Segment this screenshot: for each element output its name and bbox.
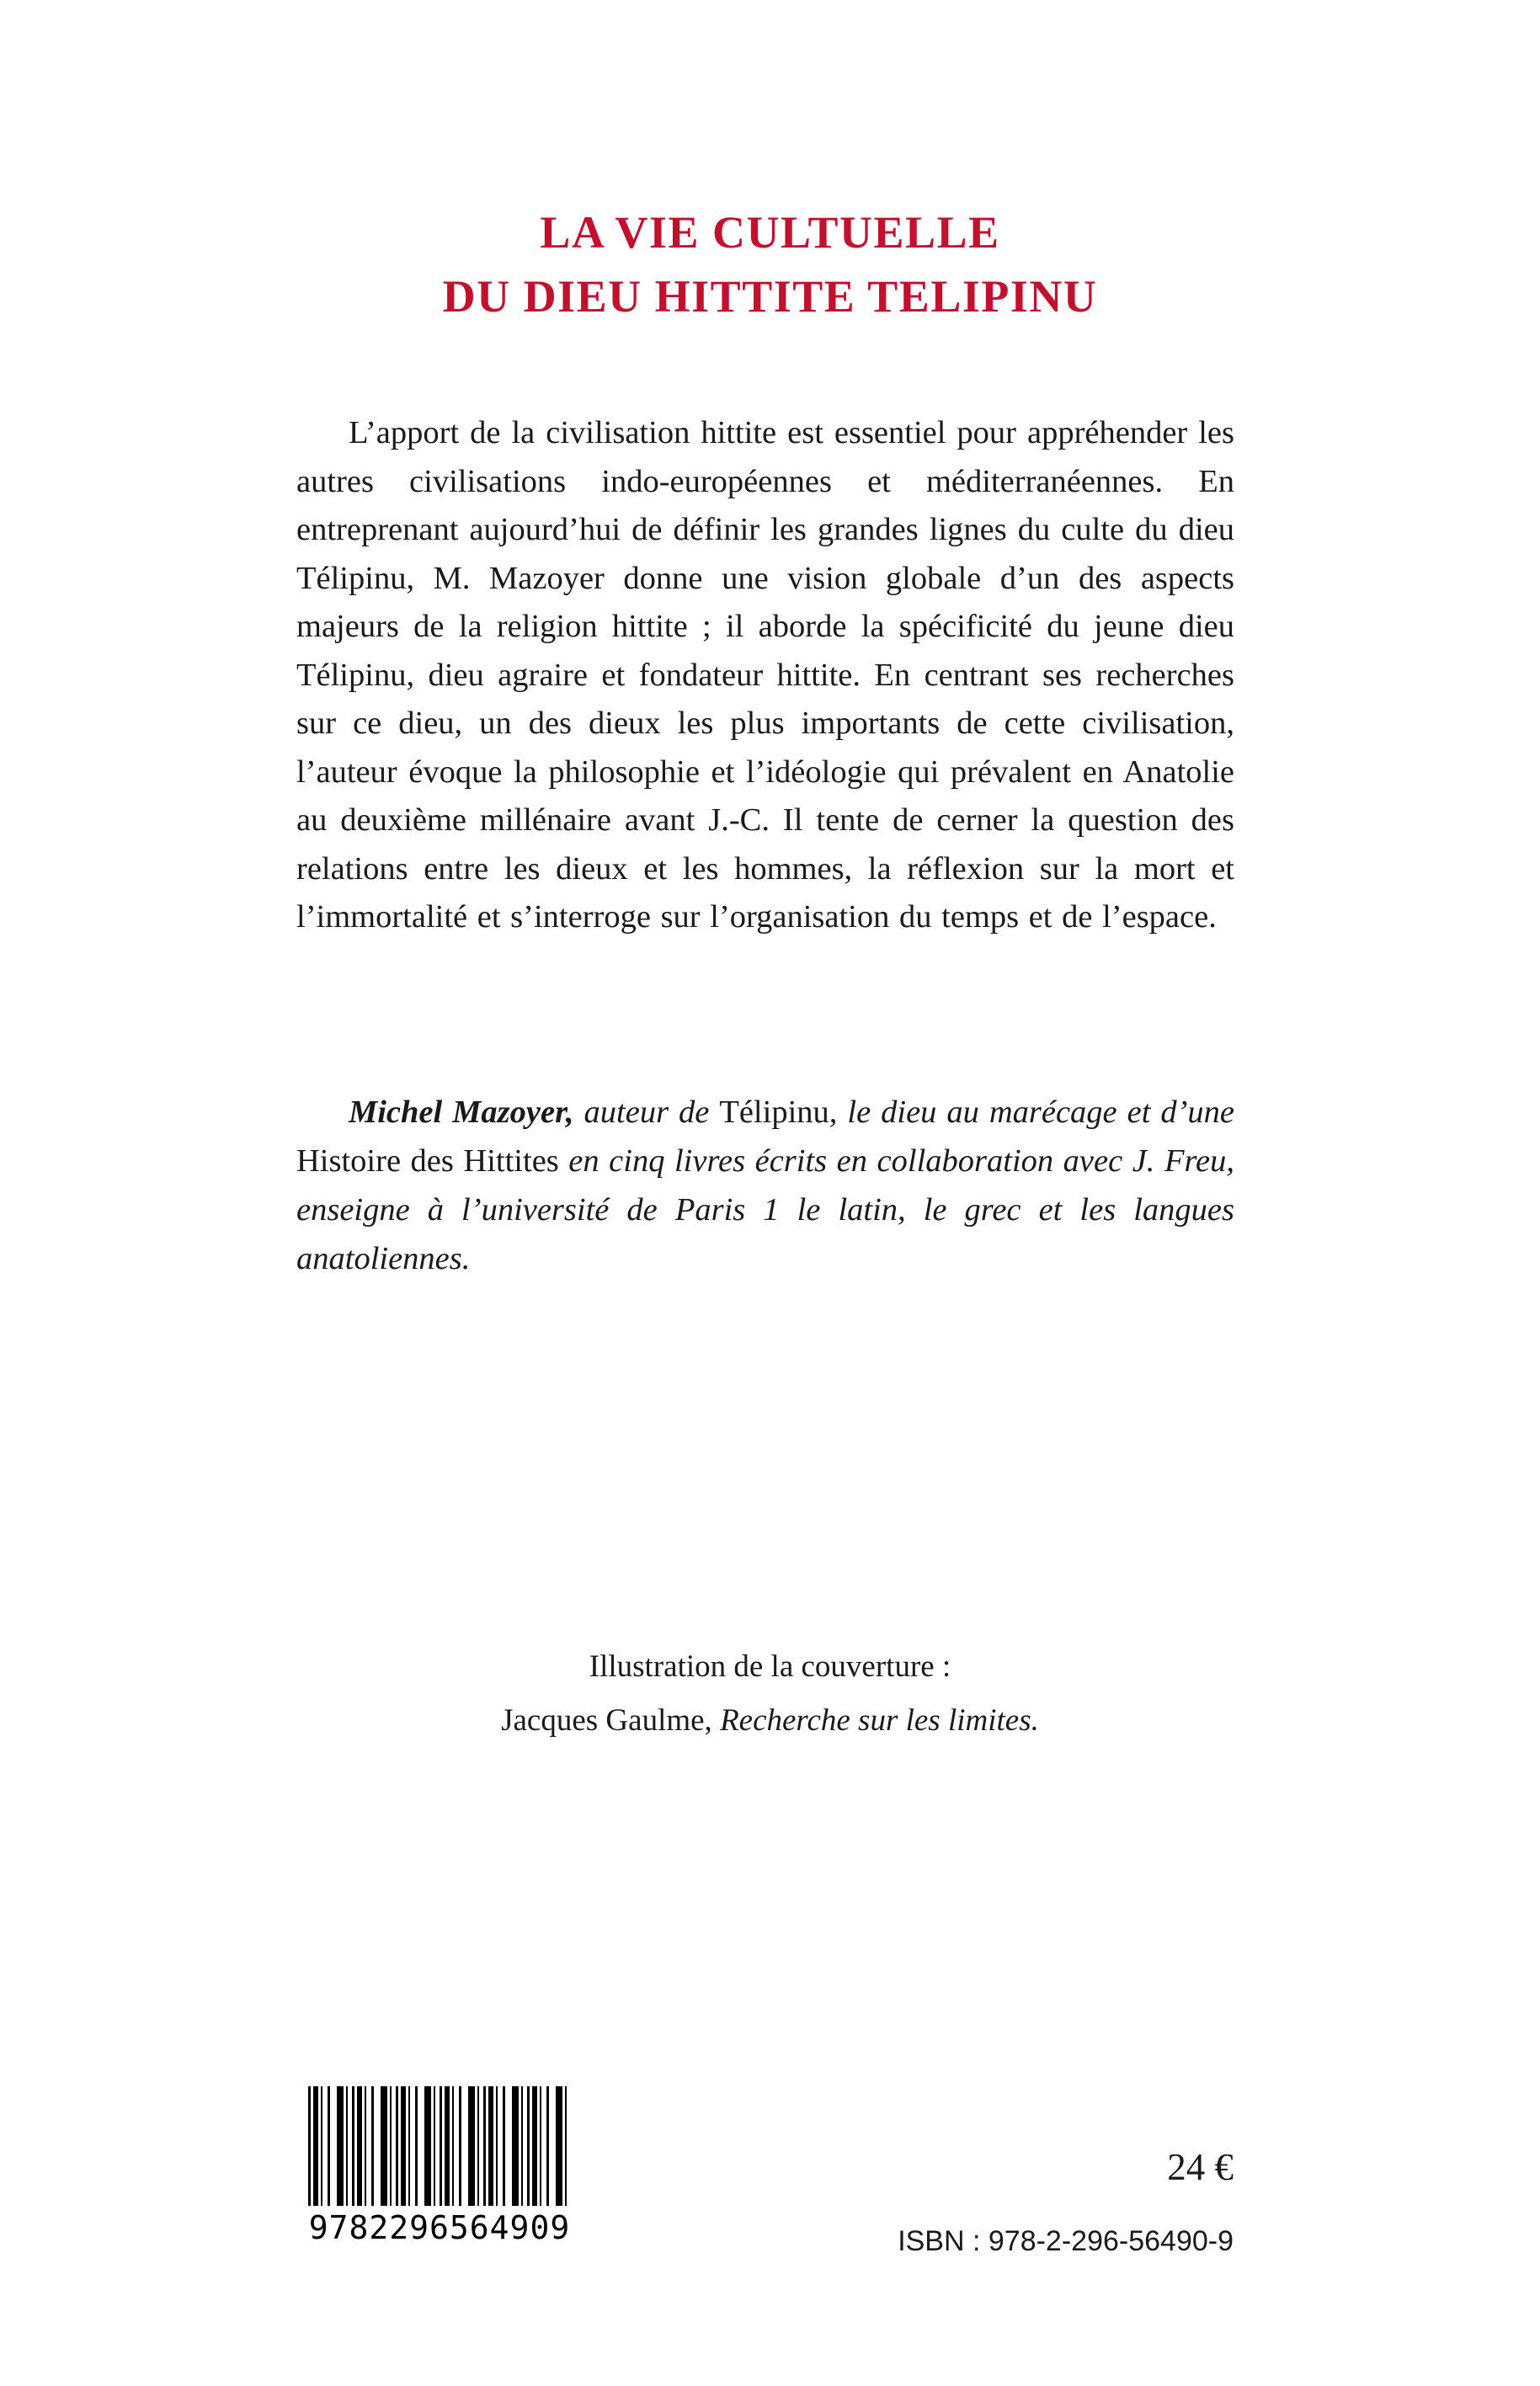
cover-credit-label: Illustration de la couverture :	[589, 1649, 951, 1684]
book-reference-histoire: Histoire des Hittites	[296, 1143, 559, 1179]
cover-credit-work-title: Recherche sur les limites.	[720, 1703, 1039, 1738]
barcode-number: 9782296564909	[308, 2209, 571, 2246]
book-title	[0, 200, 1540, 328]
author-note-text-1: auteur de	[583, 1094, 720, 1130]
barcode-bars	[308, 2086, 571, 2206]
book-title-line-2: DU DIEU HITTITE TELIPINU	[442, 271, 1098, 322]
barcode	[308, 2086, 571, 2246]
cover-credit	[0, 1640, 1540, 1748]
author-note-text-3: et d’une	[1127, 1094, 1235, 1130]
price: 24 €	[1167, 2146, 1234, 2188]
synopsis-paragraph: L’apport de la civilisation hittite est essentiel pour appréhender les autres civilisations indo-européennes et méditerranéennes. En entreprenant aujourd’hui de définir les grandes lignes du culte du dieu Télipinu, M. Mazoyer donne une vision globale d’un des aspects majeurs de la religion hittite ; il aborde la spécificité du jeune dieu Télipinu, dieu agraire et fondateur hittite. En centrant ses recherches sur ce dieu, un des dieux les plus importants de cette civilisation, l’auteur évoque la philosophie et l’idéologie qui prévalent en Anatolie au deuxième millénaire avant J.-C. Il tente de cerner la question des relations entre les dieux et les hommes, la réflexion sur la mort et l’immortalité et s’interroge sur l’organisation du temps et de l’espace.	[296, 415, 1234, 935]
author-note-text-2: , le dieu au marécage	[829, 1094, 1127, 1130]
author-name: Michel Mazoyer,	[349, 1094, 584, 1130]
book-reference-telipinu: Télipinu	[719, 1094, 829, 1130]
cover-credit-artist: Jacques Gaulme,	[501, 1703, 721, 1738]
author-note-text-4: en cinq livres écrits en collaboration avec J. Freu, enseigne à l’université de Paris 1 le latin, le grec et les langues anatoliennes.	[296, 1143, 1234, 1276]
pricing-block	[898, 2143, 1234, 2258]
book-title-line-1: LA VIE CULTUELLE	[540, 207, 1000, 258]
cover-credit-attribution	[0, 1694, 1540, 1748]
isbn: ISBN : 978-2-296-56490-9	[898, 2225, 1234, 2257]
author-note-paragraph	[296, 1088, 1234, 1283]
